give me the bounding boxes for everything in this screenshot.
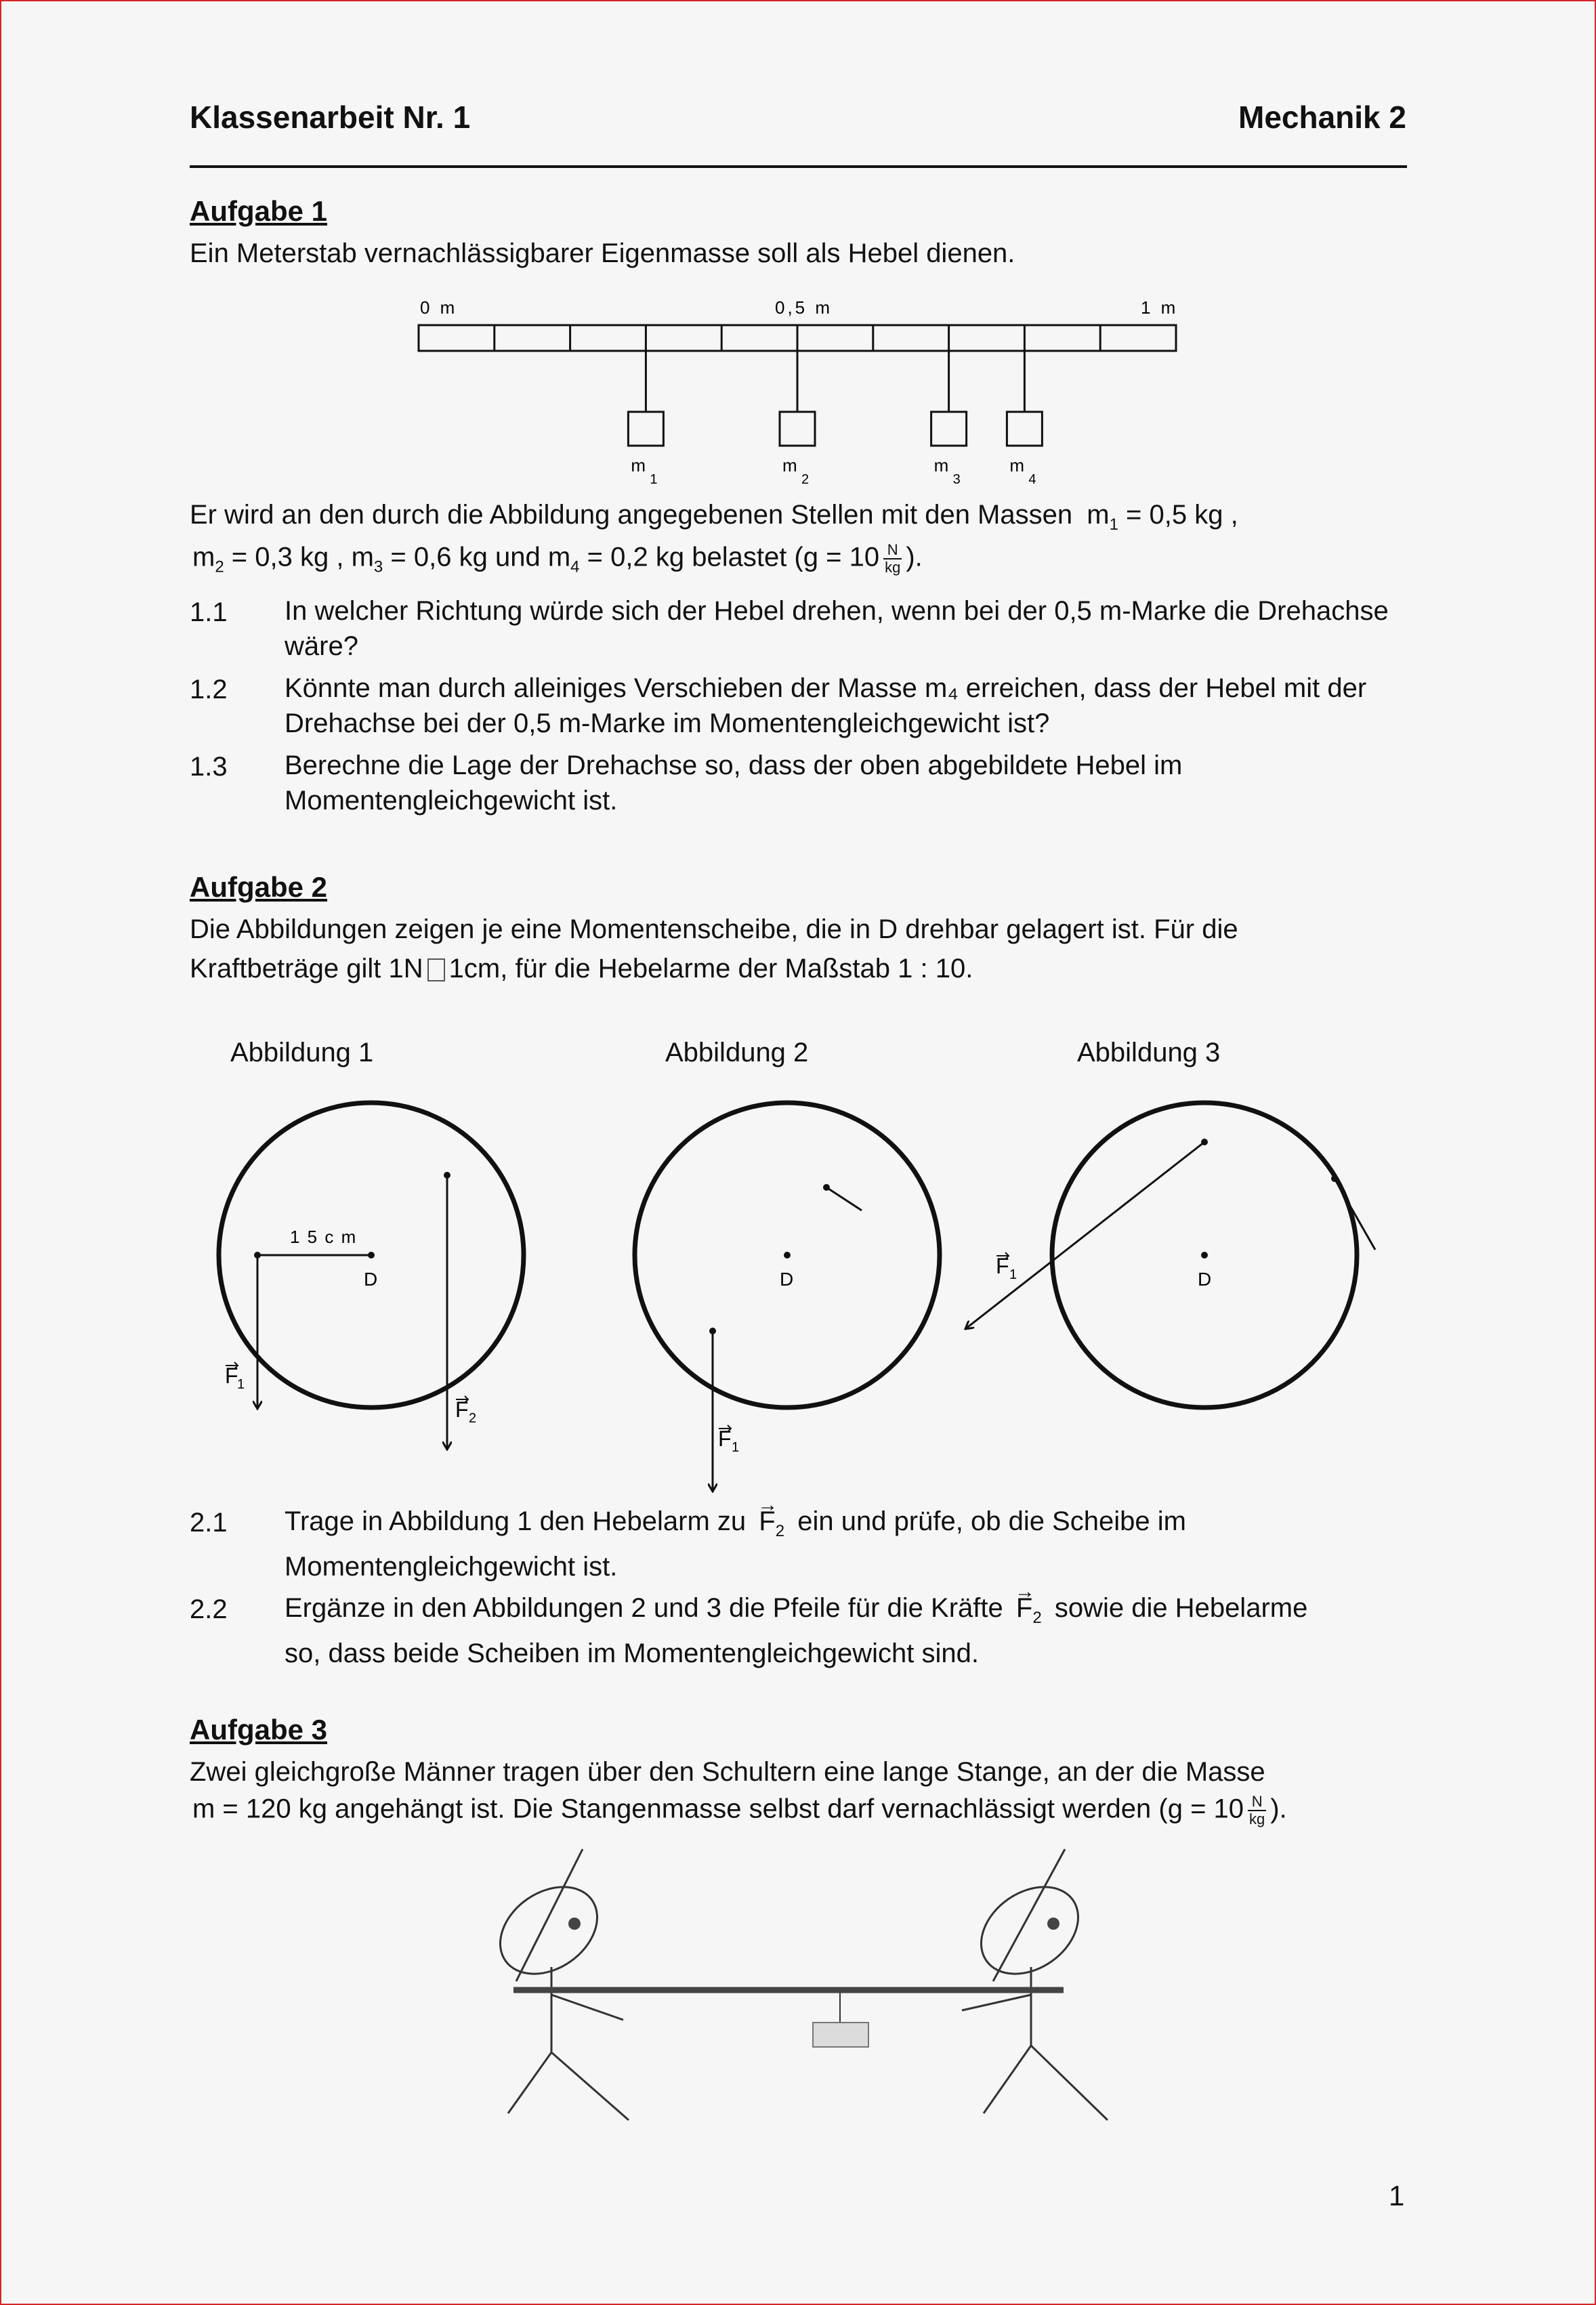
g-value: g = 10 — [803, 542, 880, 572]
mass-index-1: 1 — [650, 472, 658, 487]
item-2-2-text — [285, 1590, 1423, 1671]
task1-line1 — [190, 500, 1238, 534]
mass-box-3 — [931, 412, 967, 446]
item-1-2-number: 1.2 — [190, 675, 228, 704]
m2-sub: 2 — [215, 557, 224, 576]
m2-value: = 0,3 kg , — [224, 542, 344, 572]
fig2-f1-label: F — [718, 1426, 732, 1451]
mass-label-3: m — [933, 455, 949, 475]
fig2-title: Abbildung 2 — [665, 1038, 809, 1067]
task3-title: Aufgabe 3 — [190, 1714, 328, 1746]
belastet-word: belastet ( — [692, 542, 803, 572]
item-2-2-text-a: Ergänze in den Abbildungen 2 und 3 die Pfeile für die Kräfte — [285, 1593, 1003, 1623]
ruler-body — [419, 325, 1176, 351]
mass-box-4 — [1007, 412, 1042, 446]
fig2-pivot — [784, 1252, 791, 1259]
fig3-title: Abbildung 3 — [1077, 1038, 1221, 1067]
item-1-3-number: 1.3 — [190, 752, 228, 782]
fig2-disc — [635, 1103, 940, 1492]
hanging-mass — [813, 2023, 868, 2047]
mass-label-4: m — [1009, 455, 1025, 475]
man1-eye — [568, 1918, 581, 1930]
man1-arm — [551, 1995, 623, 2020]
item-2-1-vec-letter: F — [759, 1506, 776, 1536]
ruler-label-mid: 0,5 m — [775, 297, 833, 318]
m4-sub: 4 — [570, 557, 580, 576]
fig2-pivot-label: D — [780, 1269, 794, 1290]
m2-symbol: m — [192, 542, 215, 572]
mass-label-2: m — [782, 455, 797, 475]
m1-sub: 1 — [1109, 515, 1118, 534]
mass-box-2 — [780, 412, 815, 446]
fig1-f1-sub: 1 — [237, 1377, 245, 1392]
task1-intro: Ein Meterstab vernachlässigbarer Eigenmasse soll als Hebel dienen. — [190, 238, 1015, 268]
meter-ruler-figure — [406, 291, 1192, 501]
man1-leg-right — [551, 2052, 629, 2120]
task1-line2 — [192, 542, 923, 577]
ruler-label-0: 0 m — [420, 297, 458, 318]
fig3-pivot-label: D — [1198, 1269, 1212, 1290]
m4-symbol: m — [547, 542, 571, 572]
fig1-f2-label: F — [455, 1397, 469, 1422]
item-2-1-number: 2.1 — [190, 1508, 228, 1538]
task3-line2 — [192, 1794, 1287, 1827]
man2-leg-right — [1031, 2046, 1108, 2120]
fig3-disc — [965, 1103, 1375, 1408]
page-number: 1 — [1389, 2180, 1405, 2212]
mass-index-3: 3 — [952, 472, 961, 487]
item-2-1-text-b: ein und prüfe, ob die Scheibe im — [797, 1506, 1186, 1536]
task3-fraction-numerator: N — [1248, 1794, 1266, 1811]
m3-symbol: m — [351, 542, 374, 572]
fig3-f1-sub: 1 — [1009, 1267, 1017, 1282]
m1-value: = 0,5 kg , — [1118, 500, 1238, 530]
m4-value: = 0,2 kg — [579, 542, 685, 572]
task3-mass: m = 120 kg — [192, 1794, 328, 1824]
fig1-measure: 1 5 c m — [290, 1227, 358, 1247]
item-2-2-text-b: sowie die Hebelarme — [1054, 1593, 1308, 1623]
item-1-1-text: In welcher Richtung würde sich der Hebel drehen, wenn bei der 0,5 m-Marke die Drehachse wäre? — [285, 596, 1389, 661]
fig1-disc — [219, 1103, 524, 1450]
item-2-2-number: 2.2 — [190, 1594, 228, 1624]
m3-sub: 3 — [373, 557, 383, 576]
item-2-2-vec-letter: F — [1015, 1593, 1033, 1623]
task2-title: Aufgabe 2 — [190, 871, 328, 903]
scale-length: 1cm — [448, 954, 501, 984]
und-word: und — [495, 542, 541, 572]
item-2-1-text-a: Trage in Abbildung 1 den Hebelarm zu — [285, 1506, 747, 1536]
task2-line2 — [190, 954, 973, 984]
item-2-1-vec-sub: 2 — [775, 1522, 785, 1540]
task3-line2-text: angehängt ist. Die Stangenmasse selbst darf vernachlässigt werden ( — [335, 1794, 1168, 1824]
item-1-2-text: Könnte man durch alleiniges Verschieben der Masse m₄ erreichen, dass der Hebel mit der Drehachse bei der 0,5 m-Marke im Momentengleichgewicht ist? — [285, 673, 1367, 738]
man2-eye — [1047, 1918, 1059, 1930]
fig3-f1-label: F — [996, 1254, 1009, 1278]
header-subject: Mechanik 2 — [1238, 100, 1406, 135]
fig1-pivot-label: D — [364, 1269, 378, 1290]
moment-discs-figure — [0, 1070, 1596, 1504]
fig1-f1-label: F — [225, 1363, 238, 1388]
man2-hat-line — [993, 1849, 1065, 1981]
fig3-pivot — [1201, 1252, 1208, 1259]
fig1-title: Abbildung 1 — [230, 1038, 374, 1067]
m1-symbol: m — [1087, 500, 1110, 530]
fig2-short-line — [826, 1187, 862, 1210]
mass-label-1: m — [631, 455, 646, 475]
task3-unit-fraction — [1248, 1794, 1266, 1827]
task2-line2-a: Kraftbeträge gilt — [190, 954, 381, 984]
header-title: Klassenarbeit Nr. 1 — [190, 100, 471, 135]
item-2-2-vector — [1016, 1590, 1042, 1636]
item-1-3-text: Berechne die Lage der Drehachse so, dass der oben abgebildete Hebel im Momentengleichgewicht ist. — [285, 750, 1183, 816]
man2-head — [965, 1869, 1095, 1991]
mass-index-4: 4 — [1028, 472, 1036, 487]
item-2-2-vec-sub: 2 — [1032, 1609, 1042, 1627]
fig1-f2-sub: 2 — [469, 1411, 477, 1426]
ruler-masses — [628, 351, 1042, 487]
unit-fraction — [883, 542, 902, 576]
ruler-label-end: 1 m — [1141, 297, 1179, 318]
m3-value: = 0,6 kg — [383, 542, 488, 572]
close-paren: ). — [906, 542, 923, 572]
task3-line1: Zwei gleichgroße Männer tragen über den Schultern eine lange Stange, an der die Masse — [190, 1757, 1265, 1787]
man1-leg-left — [508, 2052, 551, 2113]
item-2-2-text-c: so, dass beide Scheiben im Momentengleichgewicht sind. — [285, 1638, 980, 1668]
two-men-carrying-pole-figure — [474, 1842, 1152, 2127]
task1-line1-text: Er wird an den durch die Abbildung angegebenen Stellen mit den Massen — [190, 500, 1073, 530]
item-2-1-text-c: Momentengleichgewicht ist. — [285, 1552, 618, 1582]
item-1-1-number: 1.1 — [190, 597, 228, 627]
task1-title: Aufgabe 1 — [190, 195, 328, 227]
man2-arm — [962, 1995, 1031, 2010]
task3-close-paren: ). — [1270, 1794, 1287, 1824]
item-2-1-vector — [759, 1504, 784, 1549]
fraction-denominator: kg — [885, 559, 901, 576]
correspondence-box — [427, 958, 445, 981]
man1-head — [484, 1869, 614, 1991]
scale-force: 1N — [388, 954, 423, 984]
task2-line2-b: , für die Hebelarme der Maßstab 1 : 10. — [500, 954, 973, 984]
fig3-f1-arrow — [965, 1142, 1204, 1329]
header-rule — [190, 165, 1407, 168]
mass-index-2: 2 — [801, 472, 810, 487]
task3-fraction-denominator: kg — [1249, 1811, 1265, 1827]
item-2-1-text — [285, 1504, 1409, 1584]
mass-box-1 — [628, 412, 663, 446]
task2-line1: Die Abbildungen zeigen je eine Momentenscheibe, die in D drehbar gelagert ist. Für die — [190, 914, 1238, 944]
man1-hat-line — [516, 1849, 583, 1981]
fig2-f1-sub: 1 — [732, 1440, 740, 1455]
task3-g-value: g = 10 — [1167, 1794, 1244, 1824]
man2-leg-left — [984, 2046, 1031, 2113]
fraction-numerator: N — [883, 542, 902, 559]
